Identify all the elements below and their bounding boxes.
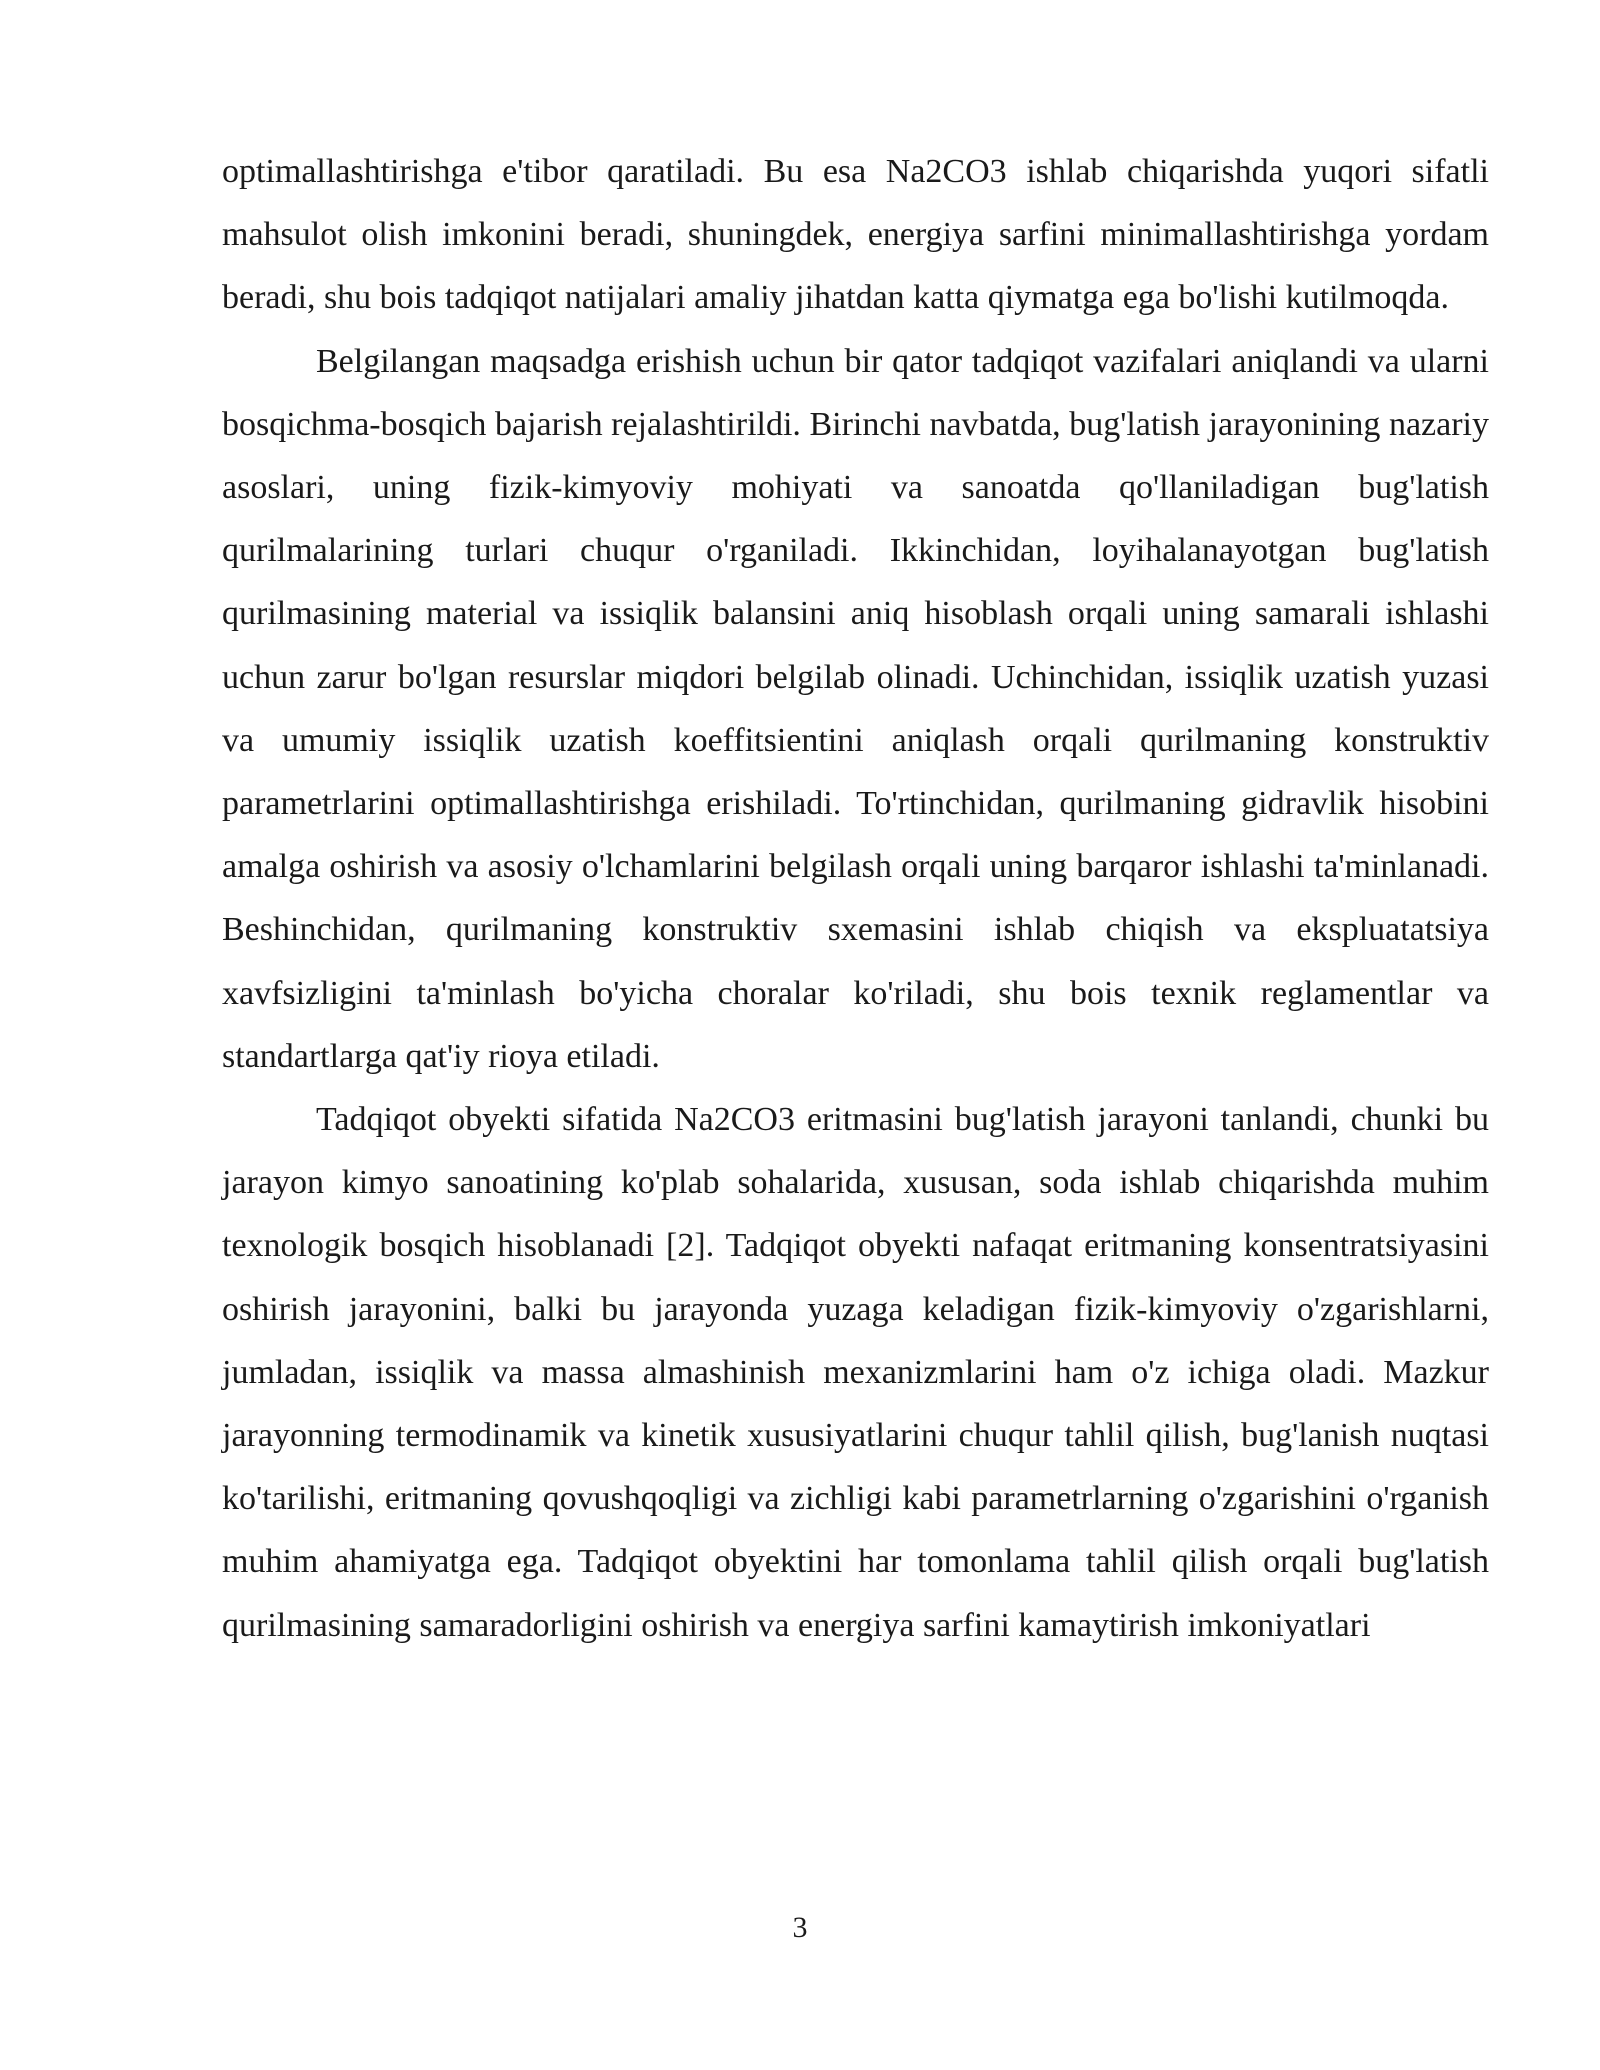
paragraph-continuation: optimallashtirishga e'tibor qaratiladi. Bu esa Na2CO3 ishlab chiqarishda yuqori sifatli mahsulot olish imkonini beradi, shuningdek, energiya sarfini minimallashtirishga yordam beradi, shu bois tadqiqot natijalari amaliy jihatdan katta qiymatga ega bo'lishi kutilmoqda. xyxy=(222,153,1489,317)
paragraph-research-tasks: Belgilangan maqsadga erishish uchun bir qator tadqiqot vazifalari aniqlandi va ularni bosqichma-bosqich bajarish rejalashtirildi. Birinchi navbatda, bug'latish jarayonining nazariy asoslari, uning fizik-kimyoviy mohiyati va sanoatda qo'llaniladigan bug'latish qurilmalarining turlari chuqur o'rganiladi. Ikkinchidan, loyihalanayotgan bug'latish qurilmasining material va issiqlik balansini aniq hisoblash orqali uning samarali ishlashi uchun zarur bo'lgan resurslar miqdori belgilab olinadi. Uchinchidan, issiqlik uzatish yuzasi va umumiy issiqlik uzatish koeffitsientini aniqlash orqali qurilmaning konstruktiv parametrlarini optimallashtirishga erishiladi. To'rtinchidan, qurilmaning gidravlik hisobini amalga oshirish va asosiy o'lchamlarini belgilash orqali uning barqaror ishlashi ta'minlanadi. Beshinchidan, qurilmaning konstruktiv sxemasini ishlab chiqish va ekspluatatsiya xavfsizligini ta'minlash bo'yicha choralar ko'riladi, shu bois texnik reglamentlar va standartlarga qat'iy rioya etiladi. xyxy=(222,342,1489,1075)
body-text xyxy=(222,140,1489,1657)
page-number: 3 xyxy=(792,1911,808,1944)
paragraph-research-object: Tadqiqot obyekti sifatida Na2CO3 eritmasini bug'latish jarayoni tanlandi, chunki bu jarayon kimyo sanoatining ko'plab sohalarida, xususan, soda ishlab chiqarishda muhim texnologik bosqich hisoblanadi [2]. Tadqiqot obyekti nafaqat eritmaning konsentratsiyasini oshirish jarayonini, balki bu jarayonda yuzaga keladigan fizik-kimyoviy o'zgarishlarni, jumladan, issiqlik va massa almashinish mexanizmlarini ham o'z ichiga oladi. Mazkur jarayonning termodinamik va kinetik xususiyatlarini chuqur tahlil qilish, bug'lanish nuqtasi ko'tarilishi, eritmaning qovushqoqligi va zichligi kabi parametrlarning o'zgarishini o'rganish muhim ahamiyatga ega. Tadqiqot obyektini har tomonlama tahlil qilish orqali bug'latish qurilmasining samaradorligini oshirish va energiya sarfini kamaytirish imkoniyatlari xyxy=(222,1101,1489,1644)
